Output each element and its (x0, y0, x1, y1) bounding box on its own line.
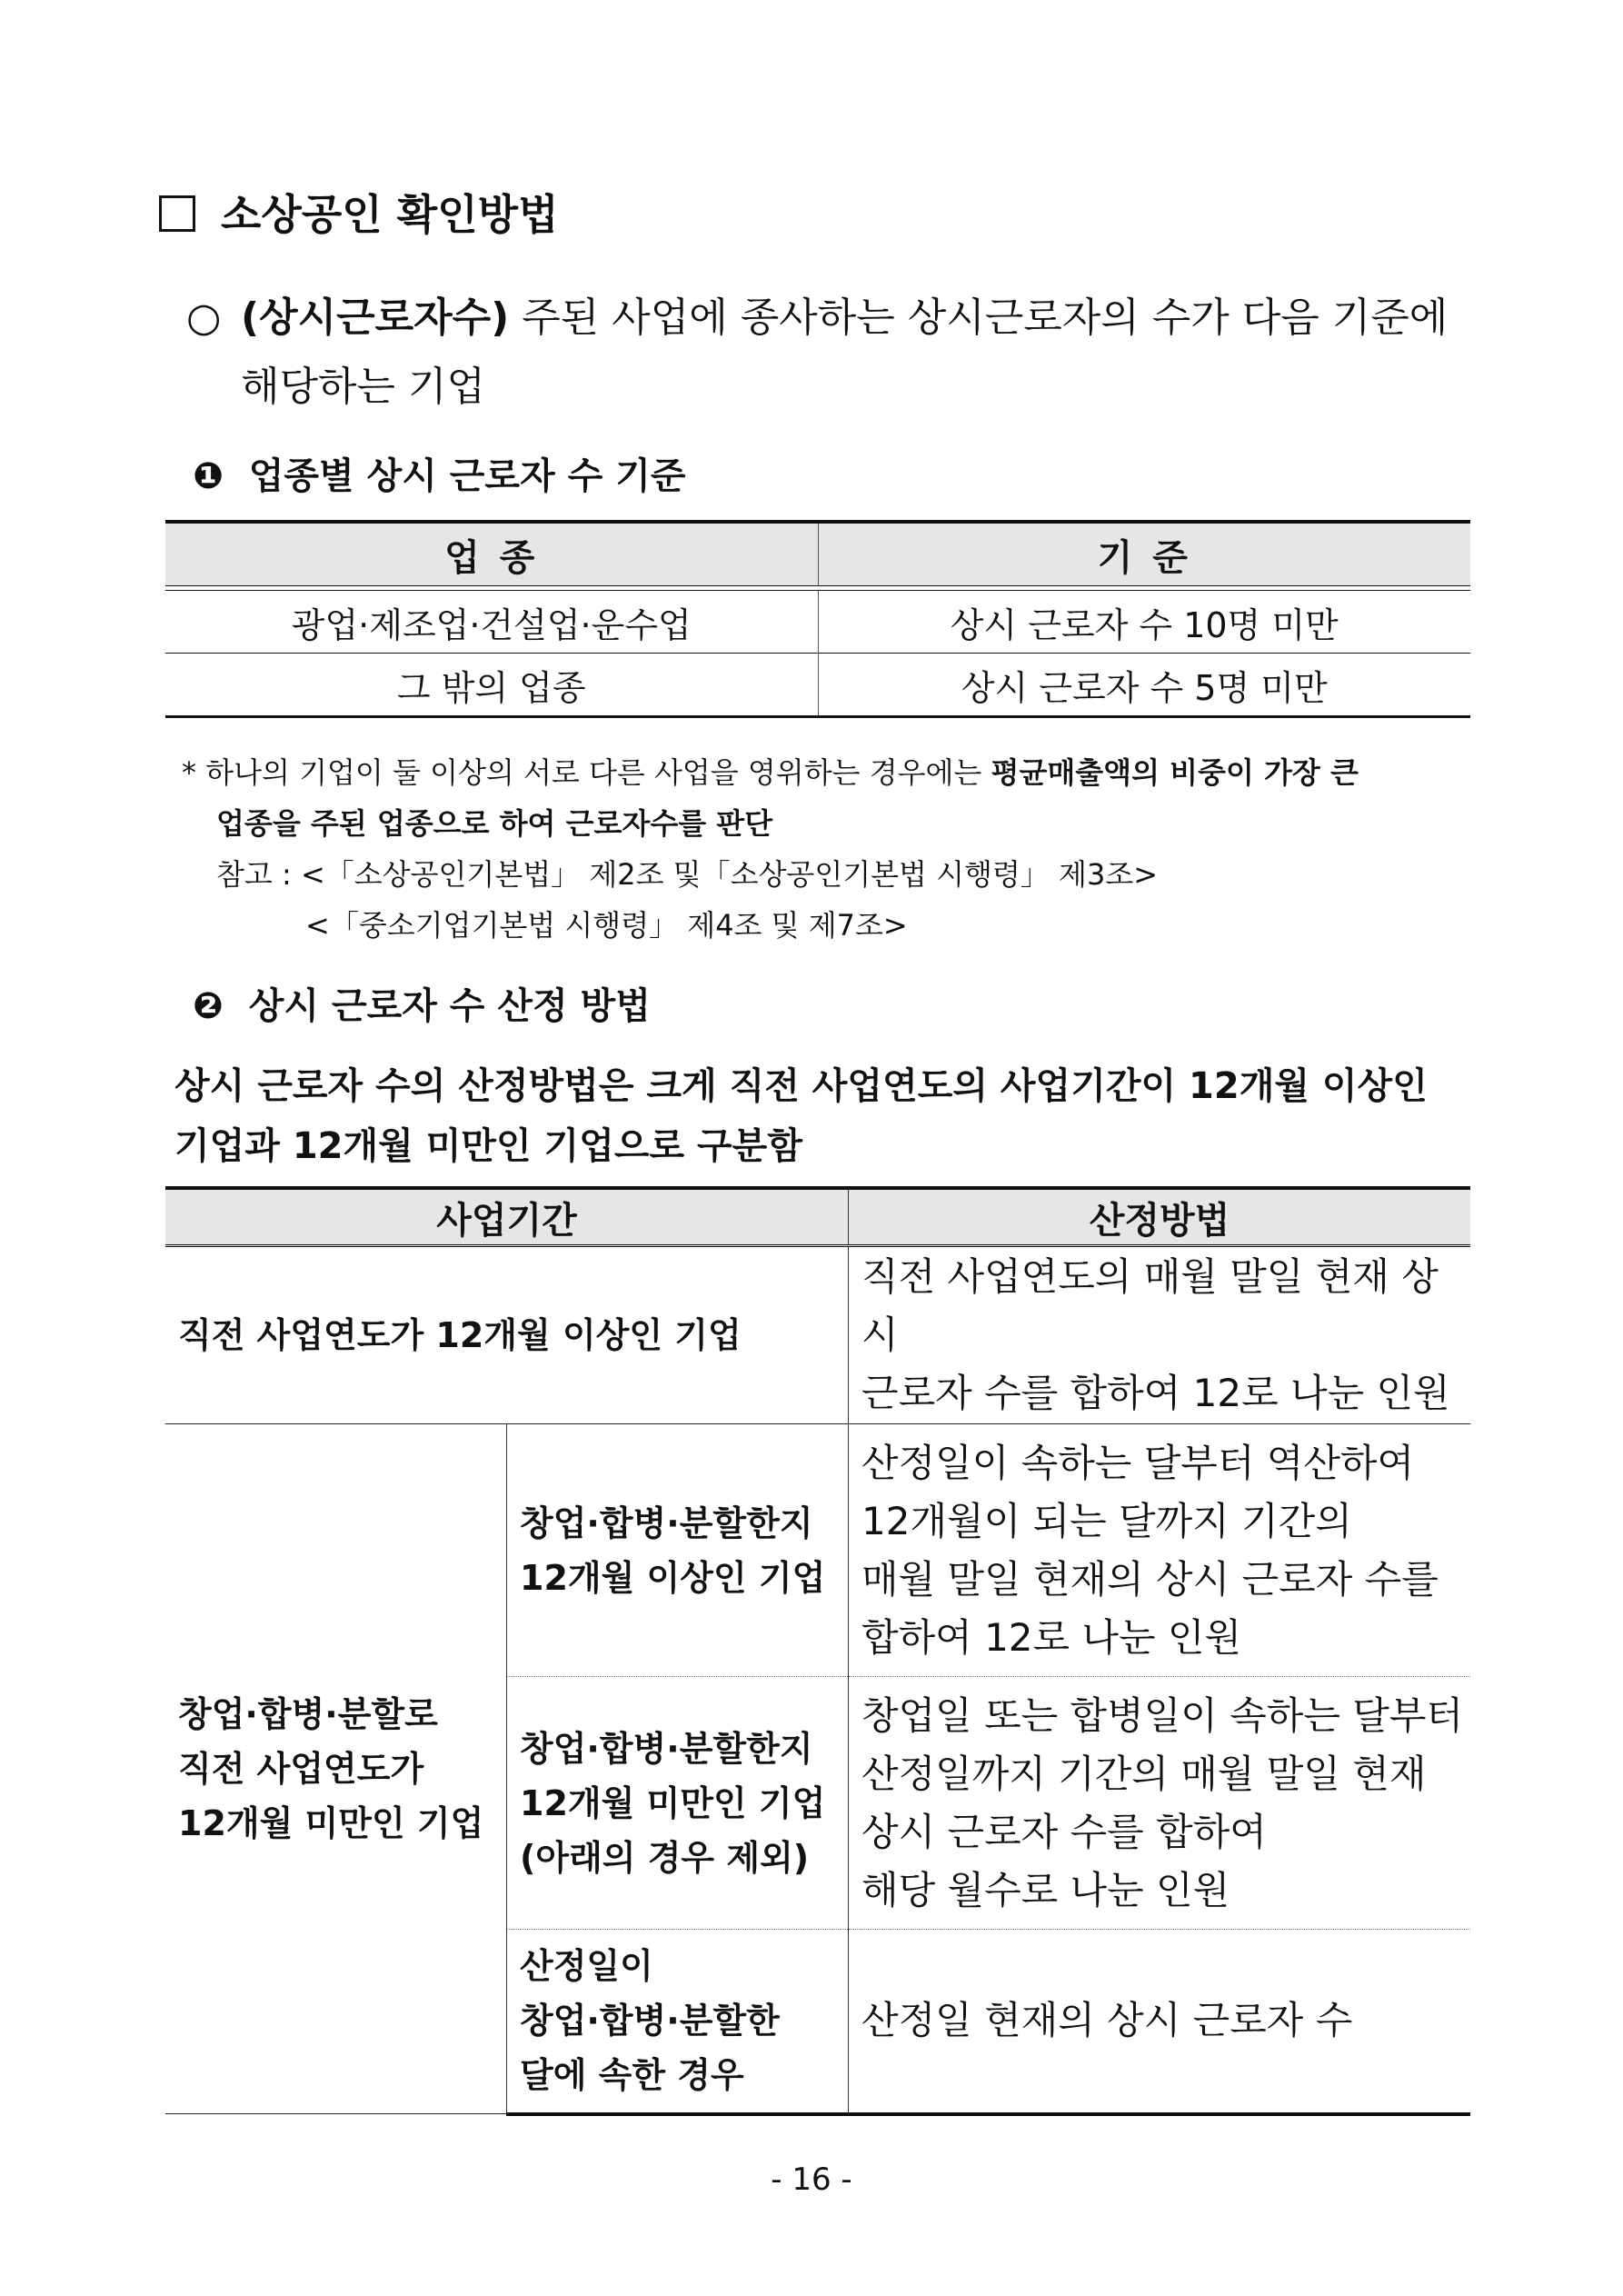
intro-continuation: 해당하는 기업 (241, 364, 486, 410)
method-cell: 산정일 현재의 상시 근로자 수 (849, 1930, 1471, 2114)
table1-header-industry: 업 종 (165, 522, 818, 586)
table-row (165, 654, 1470, 717)
reference-line: <「중소기업기본법 시행령」 제4조 및 제7조> (305, 908, 908, 943)
table-row (165, 591, 1470, 654)
industry-cell: 그 밖의 업종 (165, 654, 818, 717)
calculation-method-table (165, 1186, 1470, 2116)
table1-header-criterion: 기 준 (818, 522, 1470, 586)
criterion-cell: 상시 근로자 수 10명 미만 (818, 591, 1470, 654)
method-cell: 산정일이 속하는 달부터 역산하여 12개월이 되는 달까지 기간의 매월 말일 현재의 상시 근로자 수를 합하여 12로 나눈 인원 (849, 1424, 1471, 1677)
group-label-cell: 창업·합병·분할로 직전 사업연도가 12개월 미만인 기업 (165, 1424, 507, 2114)
checkbox-square-icon (159, 195, 195, 232)
method-cell: 직전 사업연도의 매월 말일 현재 상시 근로자 수를 합하여 12로 나눈 인원 (849, 1246, 1471, 1424)
table2-header-method: 산정방법 (849, 1188, 1471, 1246)
table-row (165, 1424, 1470, 1677)
page-number: - 16 - (771, 2161, 852, 2198)
footnote: * 하나의 기업이 둘 이상의 서로 다른 사업을 영위하는 경우에는 평균매출액의 비중이 가장 큰 업종을 주된 업종으로 하여 근로자수를 판단 참고 : <「소상공인기본법」 제2조 및「소상공인기본법 시행령」 제3조> <「중소기업기본법 시행령」 제4조 및 제7조> (182, 747, 1481, 951)
method-cell: 창업일 또는 합병일이 속하는 달부터 산정일까지 기간의 매월 말일 현재 상시 근로자 수를 합하여 해당 월수로 나눈 인원 (849, 1677, 1471, 1930)
page-heading: 소상공인 확인방법 (159, 182, 559, 242)
table2-header-period: 사업기간 (165, 1188, 849, 1246)
section2-title: ❷ 상시 근로자 수 산정 방법 (193, 985, 651, 1027)
industry-cell: 광업·제조업·건설업·운수업 (165, 591, 818, 654)
intro-paragraph: ○ (상시근로자수) 주된 사업에 종사하는 상시근로자의 수가 다음 기준에 해당하는 기업 (186, 284, 1486, 422)
period-cell: 창업·합병·분할한지 12개월 미만인 기업 (아래의 경우 제외) (507, 1677, 849, 1930)
period-cell: 창업·합병·분할한지 12개월 이상인 기업 (507, 1424, 849, 1677)
intro-label: (상시근로자수) (241, 294, 510, 341)
section2-description: 상시 근로자 수의 산정방법은 크게 직전 사업연도의 사업기간이 12개월 이상인 기업과 12개월 미만인 기업으로 구분함 (174, 1065, 1428, 1167)
period-cell: 산정일이 창업·합병·분할한 달에 속한 경우 (507, 1930, 849, 2114)
criterion-cell: 상시 근로자 수 5명 미만 (818, 654, 1470, 717)
table-row (165, 1246, 1470, 1424)
industry-criteria-table (165, 520, 1470, 718)
period-cell: 직전 사업연도가 12개월 이상인 기업 (165, 1246, 849, 1424)
bullet-circle: ○ (186, 294, 222, 341)
reference-line: 참고 : <「소상공인기본법」 제2조 및「소상공인기본법 시행령」 제3조> (216, 857, 1159, 892)
section1-title: ❶ 업종별 상시 근로자 수 기준 (193, 455, 686, 497)
